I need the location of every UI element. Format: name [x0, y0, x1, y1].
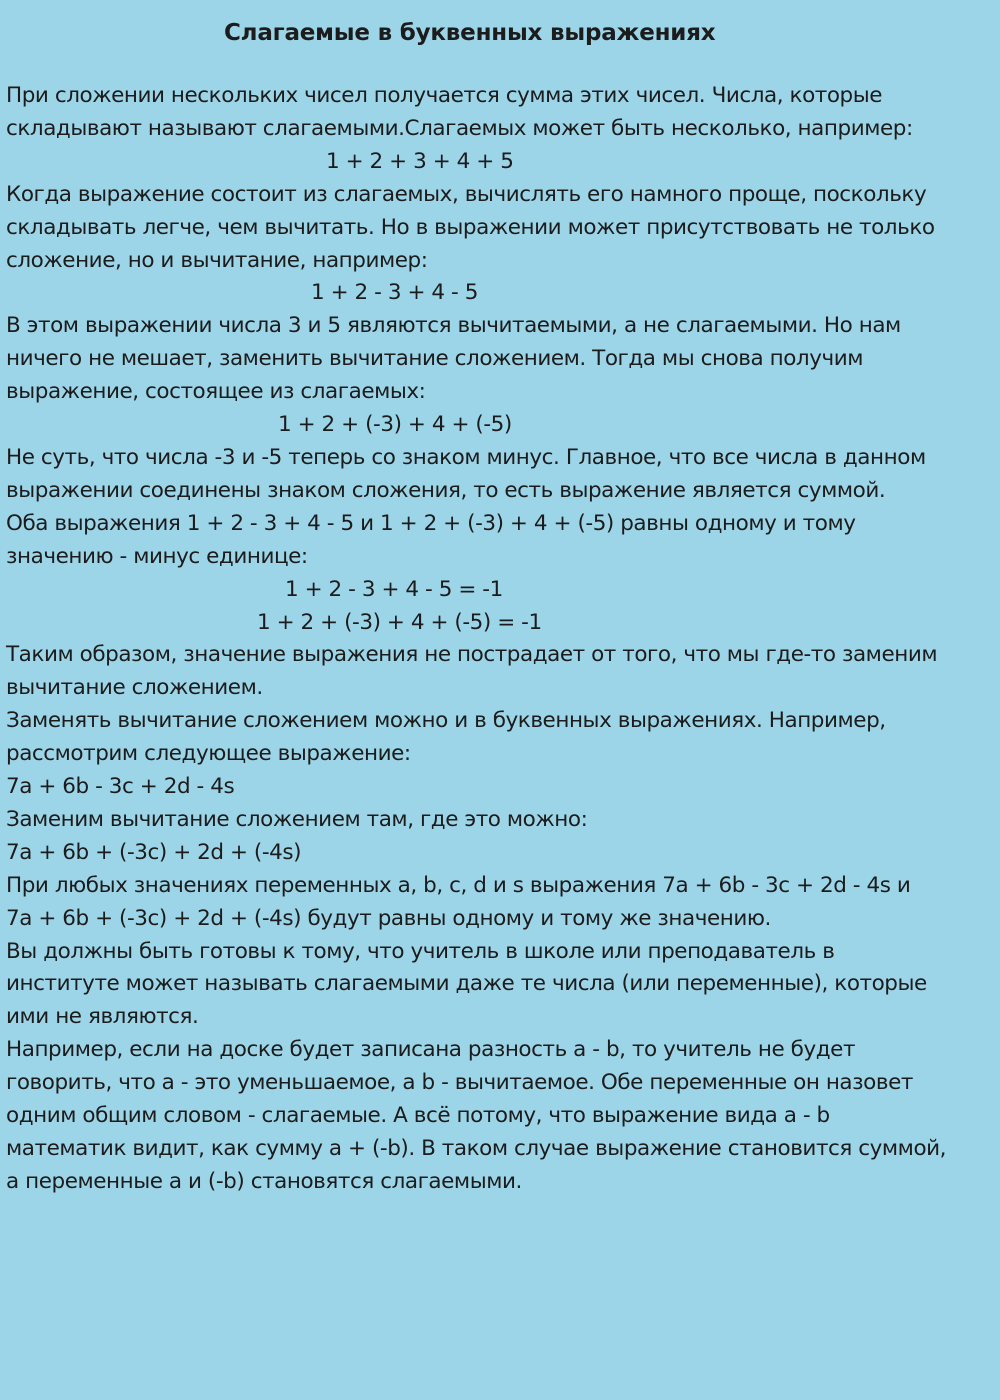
text-line: говорить, что a - это уменьшаемое, a b - вычитаемое. Обе переменные он назовет [6, 1070, 913, 1096]
text-line: выражении соединены знаком сложения, то есть выражение является суммой. [6, 477, 886, 503]
formula-line: 1 + 2 - 3 + 4 - 5 [311, 280, 478, 306]
text-line: В этом выражении числа 3 и 5 являются вычитаемыми, а не слагаемыми. Но нам [6, 313, 901, 339]
text-line: 7a + 6b + (-3c) + 2d + (-4s) будут равны одному и тому же значению. [6, 905, 771, 931]
text-line: Таким образом, значение выражения не пострадает от того, что мы где-то заменим [6, 642, 938, 668]
text-line: Заменять вычитание сложением можно и в буквенных выражениях. Например, [6, 708, 886, 734]
text-line: При любых значениях переменных a, b, c, d и s выражения 7a + 6b - 3c + 2d - 4s и [6, 872, 911, 898]
text-line: Оба выражения 1 + 2 - 3 + 4 - 5 и 1 + 2 + (-3) + 4 + (-5) равны одному и тому [6, 510, 856, 536]
text-line: Например, если на доске будет записана разность a - b, то учитель не будет [6, 1037, 856, 1063]
text-line: Вы должны быть готовы к тому, что учитель в школе или преподаватель в [6, 938, 835, 964]
text-line: вычитание сложением. [6, 675, 263, 701]
text-line: значению - минус единице: [6, 543, 308, 569]
text-line: При сложении нескольких чисел получается сумма этих чисел. Числа, которые [6, 83, 883, 108]
text-line: а переменные a и (-b) становятся слагаемыми. [6, 1168, 522, 1194]
text-line: Заменим вычитание сложением там, где это можно: [6, 806, 588, 832]
formula-line: 1 + 2 + (-3) + 4 + (-5) = -1 [257, 609, 542, 635]
text-line: математик видит, как сумму a + (-b). В таком случае выражение становится суммой, [6, 1136, 947, 1161]
formula-line: 1 + 2 + (-3) + 4 + (-5) [278, 412, 512, 438]
formula-line: 1 + 2 - 3 + 4 - 5 = -1 [285, 576, 503, 602]
formula-line: 7a + 6b - 3c + 2d - 4s [6, 774, 235, 800]
document-title: Слагаемые в буквенных выражениях [224, 20, 716, 46]
text-line: складывают называют слагаемыми.Слагаемых может быть несколько, например: [6, 115, 913, 141]
text-line: институте может называть слагаемыми даже те числа (или переменные), которые [6, 971, 927, 997]
text-line: сложение, но и вычитание, например: [6, 247, 428, 273]
text-line: Не суть, что числа -3 и -5 теперь со знаком минус. Главное, что все числа в данном [6, 444, 926, 470]
text-line: ими не являются. [6, 1004, 199, 1030]
text-line: складывать легче, чем вычитать. Но в выражении может присутствовать не только [6, 214, 935, 240]
formula-line: 1 + 2 + 3 + 4 + 5 [326, 148, 514, 174]
formula-line: 7a + 6b + (-3c) + 2d + (-4s) [6, 839, 302, 865]
text-line: рассмотрим следующее выражение: [6, 741, 411, 767]
text-line: ничего не мешает, заменить вычитание сложением. Тогда мы снова получим [6, 346, 864, 372]
text-line: Когда выражение состоит из слагаемых, вычислять его намного проще, поскольку [6, 181, 927, 207]
text-line: одним общим словом - слагаемые. А всё потому, что выражение вида a - b [6, 1103, 830, 1129]
text-line: выражение, состоящее из слагаемых: [6, 379, 426, 405]
